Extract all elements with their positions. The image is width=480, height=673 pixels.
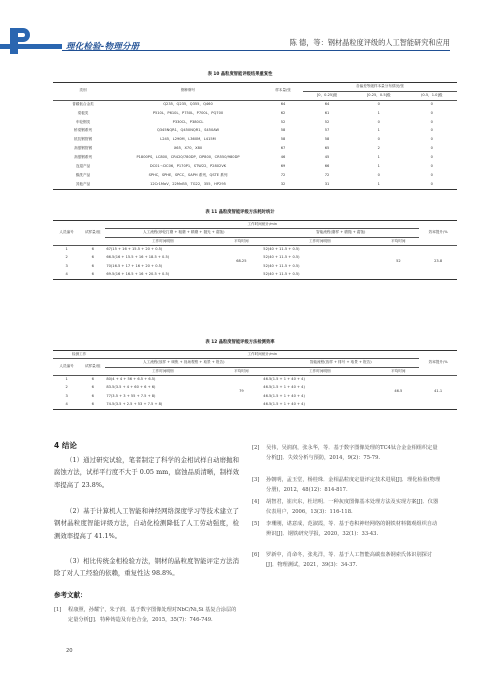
- table-row: [53, 180, 457, 189]
- cell-efficiency: 23.8: [419, 246, 457, 280]
- page-number: 20: [66, 648, 73, 654]
- cell-smart-detail: 52(40 + 11.5 + 0.5): [263, 255, 300, 260]
- table-row: [53, 145, 457, 154]
- reference-text: 罗新中，肖命冬，张兆洋，等．基于人工智能高碳盘条钢索氏体识别探讨[J]．物理测试，2021，39(3)：34-37.: [266, 552, 433, 568]
- th-work-time-2: 工作时间明细: [262, 237, 377, 245]
- conclusion-para-3: （3）相比传统金相检验方法，钢材的晶粒度智能评定方法消除了对人工经验的依赖，重复性达 98.8%。: [54, 557, 239, 578]
- cell-dev-2: 0: [377, 119, 380, 124]
- cell-dev-1: 45: [324, 155, 330, 160]
- cell-manual-detail: 74.5(3.5 + 2.5 + 53 + 7.5 + 8): [105, 401, 220, 409]
- th-grade: 钢种牌号: [113, 83, 263, 101]
- cell-count: 6: [80, 271, 105, 279]
- table-row: [53, 127, 457, 136]
- cell-dev-2: 1: [377, 110, 380, 115]
- cell-samples: 58: [280, 137, 286, 142]
- cell-count: 6: [91, 255, 94, 260]
- cell-samples: 69: [280, 163, 286, 168]
- cell-count: 6: [91, 263, 94, 268]
- cell-dev-1: 72: [324, 172, 330, 177]
- cell-manual-avg: 68.25: [220, 246, 262, 280]
- cell-smart-avg: 46.5: [377, 376, 419, 410]
- running-head: 陈 德，等：钢材晶粒度评级的人工智能研究和应用: [289, 38, 450, 47]
- cell-dev-1: 66: [324, 163, 330, 168]
- cell-samples: 46: [280, 155, 286, 160]
- cell-grade: 12Cr1MoV，22MnB5，TG22，355，HP295: [113, 180, 263, 189]
- th-samples: 样本量/张: [263, 83, 303, 101]
- th-manual: 人工流程(砂轮打磨 + 粗磨 + 精磨 + 抛光 + 腐蚀): [105, 229, 262, 237]
- th-avg-1: 平均时间: [220, 237, 262, 245]
- cell-dev-1: 65: [324, 146, 330, 151]
- table-row: [53, 246, 457, 254]
- table-row: [53, 171, 457, 180]
- cell-category: 车轮钢类: [75, 119, 91, 124]
- cell-dev-1: 61: [324, 110, 330, 115]
- table12: [53, 350, 457, 410]
- reference-item: [252, 498, 442, 518]
- table11-body: [53, 246, 457, 280]
- cell-dev-3: 0: [430, 172, 433, 177]
- page-header: [0, 0, 480, 58]
- cell-samples: 62: [280, 110, 286, 115]
- reference-text: 胡智君，崔庆东，杜培明．一种灰度图像基本处理方法及实现方案[J]．仪器仪表用户，2006，13(3)：116-118.: [266, 499, 439, 515]
- cell-dev-2: 2: [377, 146, 380, 151]
- reference-number: [3]: [252, 477, 260, 483]
- reference-number: [4]: [252, 499, 260, 505]
- cell-category: 高强钢管钢: [74, 146, 92, 151]
- table11-caption: 表 11 晶粒度智能评级方法耗时统计: [205, 210, 275, 215]
- cell-grade: L245，L290M，L360M，L415M: [160, 137, 216, 142]
- cell-smart-avg: 52: [377, 246, 419, 280]
- cell-grade: DC01～DC06，P170P1，STW22，P2802VK: [149, 163, 227, 168]
- cell-smart-detail: 52(40 + 11.5 + 0.5): [263, 247, 300, 252]
- th-count: 试样量/组: [80, 221, 105, 246]
- conclusion-para-1: （1）通过研究试验，笔者制定了科学的金相试样自动磨抛和腐蚀方法，试样平行度不大于 0.05 mm，腐蚀品质清晰，制样效率提高了 23.8%。: [54, 456, 239, 489]
- cell-count: 6: [91, 377, 94, 382]
- cell-grade: Q235，Q235，Q355，Q460: [163, 102, 213, 106]
- cell-smart-detail: 46.5(1.5 + 1 + 40 + 4): [263, 377, 305, 382]
- cell-category: 普碳低合金类: [72, 102, 94, 106]
- table10-caption: 表 10 晶粒度智能评级结果重复性: [207, 72, 273, 77]
- cell-dev-3: 0: [430, 119, 433, 124]
- cell-dev-3: 0: [430, 137, 433, 142]
- th-person: 人员编号: [53, 221, 80, 246]
- conclusion-para-2: （2）基于计算机人工智能和神经网络深度学习等技术建立了钢材晶粒度智能评级方法，自动化检测降低了人工劳动强度，检测效率提高了 41.1%。: [54, 507, 239, 540]
- cell-grade: P1800PS，LC800，CR420/780DP，DP800，CR550/980DP: [136, 155, 240, 160]
- cell-dev-3: 0: [430, 110, 433, 115]
- cell-samples: 67: [280, 146, 286, 151]
- cell-category: 梁板类: [77, 110, 89, 115]
- table10: [53, 82, 457, 190]
- cell-category: 其他产品: [53, 180, 113, 189]
- cell-person: 2: [65, 255, 68, 260]
- table10-body: [53, 100, 457, 189]
- cell-manual-avg: 79: [220, 376, 262, 410]
- reference-number: [6]: [252, 552, 260, 558]
- table-row: [53, 154, 457, 163]
- th-manual-12: 人工流程(放样 + 调焦 + 视场观察 + 取景 + 报告): [105, 359, 262, 367]
- cell-grade: Q345NQR1，Q450NQR1，S450AW: [156, 128, 220, 133]
- cell-smart-detail: 52(40 + 11.5 + 0.5): [263, 263, 300, 268]
- th-category: 类别: [53, 83, 113, 101]
- cell-count: 6: [80, 401, 105, 409]
- journal-name: 理化检验-物理分册: [66, 42, 140, 52]
- reference-text: 孙朝明，孟玉堂，杨桂珠．金相晶粒度定量评定技术进展[J]．理化检验(物理分册)，2012，48(12)：814-817.: [266, 477, 441, 493]
- table-row: [53, 163, 457, 172]
- cell-count: 6: [91, 385, 94, 390]
- reference-item: [252, 444, 442, 464]
- cell-person: 1: [65, 377, 68, 382]
- reference-item: [252, 476, 442, 496]
- cell-count: 6: [91, 247, 94, 252]
- reference-text: 李珊刚，谌意成，范淑霞，等．基于卷积神经网络的钢铁材料微观组织自动辨识[J]．钢铁研究学报，2020，32(1)：33-43.: [266, 521, 438, 537]
- cell-grade: P330CL，P380CL: [172, 119, 204, 124]
- cell-samples: 58: [280, 128, 286, 133]
- cell-smart-detail: 46.5(1.5 + 1 + 40 + 4): [262, 401, 377, 409]
- cell-category: 抵抗钢管钢: [74, 137, 92, 142]
- cell-manual-detail: 83.5(3.5 + 4 + 60 + 6 + 6): [106, 385, 156, 390]
- cell-count: 6: [91, 393, 94, 398]
- th-avg-12a: 平均时间: [220, 367, 262, 375]
- table-row: [53, 109, 457, 118]
- cell-person: 1: [65, 247, 68, 252]
- th-person-12: 人员编号: [53, 359, 80, 376]
- cell-category: 连退产品: [75, 163, 91, 168]
- table12-body: [53, 376, 457, 410]
- cell-dev-1: 31: [303, 180, 351, 189]
- logo-bar: [0, 44, 62, 49]
- cell-samples: 32: [263, 180, 303, 189]
- cell-dev-3: 0: [430, 163, 433, 168]
- cell-smart-detail: 52(40 + 11.5 + 0.5): [262, 271, 377, 279]
- cell-manual-detail: 70(16.5 + 17 + 16 + 20 + 0.5): [106, 263, 163, 268]
- cell-dev-3: 0: [406, 180, 457, 189]
- th-smart: 智能流程(磨样 + 磨抛 + 腐蚀): [262, 229, 419, 237]
- reference-number: [5]: [252, 521, 260, 527]
- references-title: 参考文献：: [54, 591, 87, 599]
- table-row: [53, 136, 457, 145]
- reference-item: [54, 606, 239, 626]
- cell-manual-detail: 69.5(16 + 16.5 + 16 + 20.5 + 0.5): [105, 271, 220, 279]
- cell-samples: 64: [280, 102, 286, 106]
- cell-dev-2: 1: [377, 155, 380, 160]
- th-work-time-12b: 工作时间明细: [262, 367, 377, 375]
- cell-manual-detail: 80(4 + 4 + 56 + 6.5 + 6.5): [106, 377, 156, 382]
- cell-samples: 52: [280, 119, 286, 124]
- header-rule: [62, 50, 450, 51]
- section-title: 4 结论: [54, 441, 77, 450]
- cell-dev-1: 52: [324, 119, 330, 124]
- cell-dev-2: 1: [351, 180, 406, 189]
- cell-dev-1: 58: [324, 137, 330, 142]
- th-eff-12: 效率提升/%: [419, 351, 457, 376]
- cell-grade: P510L，P610L，P750L，P700L，PQ700: [152, 110, 224, 115]
- th-sub-2: [0.25，0.5]级: [351, 91, 406, 100]
- cell-dev-3: 0: [430, 102, 433, 106]
- reference-number: [2]: [252, 445, 260, 451]
- th-work: 检测工作: [53, 351, 105, 359]
- th-avg-2: 平均时间: [377, 237, 419, 245]
- cell-efficiency: 41.1: [419, 376, 457, 410]
- cell-samples: 72: [280, 172, 286, 177]
- cell-category: 酸洗产品: [75, 172, 91, 177]
- cell-person: 4: [53, 401, 80, 409]
- cell-dev-1: 64: [324, 102, 330, 106]
- reference-item: [252, 551, 442, 571]
- cell-person: 4: [53, 271, 80, 279]
- cell-grade: SPHC，SPHE，SPCC，SAPH 系列，QSTE 系列: [148, 172, 228, 177]
- th-eff: 效率提升/%: [419, 221, 457, 246]
- cell-smart-detail: 46.5(1.5 + 1 + 40 + 4): [263, 393, 305, 398]
- th-work-time-12a: 工作时间明细: [105, 367, 220, 375]
- cell-dev-3: 0: [430, 128, 433, 133]
- cell-smart-detail: 46.5(1.5 + 1 + 40 + 4): [263, 385, 305, 390]
- cell-dev-2: 0: [377, 172, 380, 177]
- cell-dev-2: 0: [377, 102, 380, 106]
- reference-item: [252, 520, 442, 540]
- table12-caption: 表 12 晶粒度智能评级方法检测效率: [205, 340, 275, 345]
- cell-category: 高强钢系列: [74, 155, 92, 160]
- reference-text: 吴伟，吴润润，张永华，等．基于数字图像处理的TC4钛合金金相组织定量分析[J]．失效分析与预防，2014，9(2)：75-79.: [266, 445, 438, 461]
- cell-dev-3: 0: [430, 155, 433, 160]
- table-row: [53, 118, 457, 127]
- cell-person: 3: [65, 393, 68, 398]
- table-row: [53, 100, 457, 109]
- th-sub-1: [0，0.25]级: [303, 91, 351, 100]
- cell-dev-3: 0: [430, 146, 433, 151]
- cell-manual-detail: 66.5(16 + 15.5 + 16 + 18.5 + 0.5): [106, 255, 170, 260]
- cell-dev-2: 1: [377, 128, 380, 133]
- cell-dev-1: 57: [324, 128, 330, 133]
- cell-category: 桥梁钢系列: [74, 128, 92, 133]
- reference-number: [1]: [54, 607, 62, 613]
- cell-dev-2: 1: [377, 163, 380, 168]
- cell-manual-detail: 77(3.5 + 3 + 55 + 7.5 + 8): [106, 393, 156, 398]
- th-smart-12: 智能流程(放样 + 排号 + 取景 + 报告): [262, 359, 419, 367]
- th-count-12: 试样量/组: [80, 359, 105, 376]
- cell-manual-detail: 67(15 + 16 + 15.5 + 20 + 0.5): [106, 247, 163, 252]
- cell-grade: X65，X70，X80: [173, 146, 203, 151]
- cell-person: 2: [65, 385, 68, 390]
- th-group: 各偏差等级样本量分布情况/张: [303, 83, 457, 92]
- table11: [53, 220, 457, 280]
- th-sub-3: (0.5，1.0]级: [406, 91, 457, 100]
- th-time-group-12: 工作时间统计/min: [105, 351, 419, 359]
- table-row: [53, 376, 457, 384]
- reference-text: 程康照，孙耀宁，朱子润．基于数字图像处理对NbC/Ni,Si 基复合涂层的定量分析[J]．特种铸造及有色合金，2015，35(7)：746-749.: [68, 607, 237, 623]
- th-work-time-1: 工作时间明细: [105, 237, 220, 245]
- cell-person: 3: [65, 263, 68, 268]
- journal-logo-icon: [0, 28, 30, 56]
- th-time-group: 工作时间统计/min: [105, 221, 419, 229]
- cell-dev-2: 0: [377, 137, 380, 142]
- th-avg-12b: 平均时间: [377, 367, 419, 375]
